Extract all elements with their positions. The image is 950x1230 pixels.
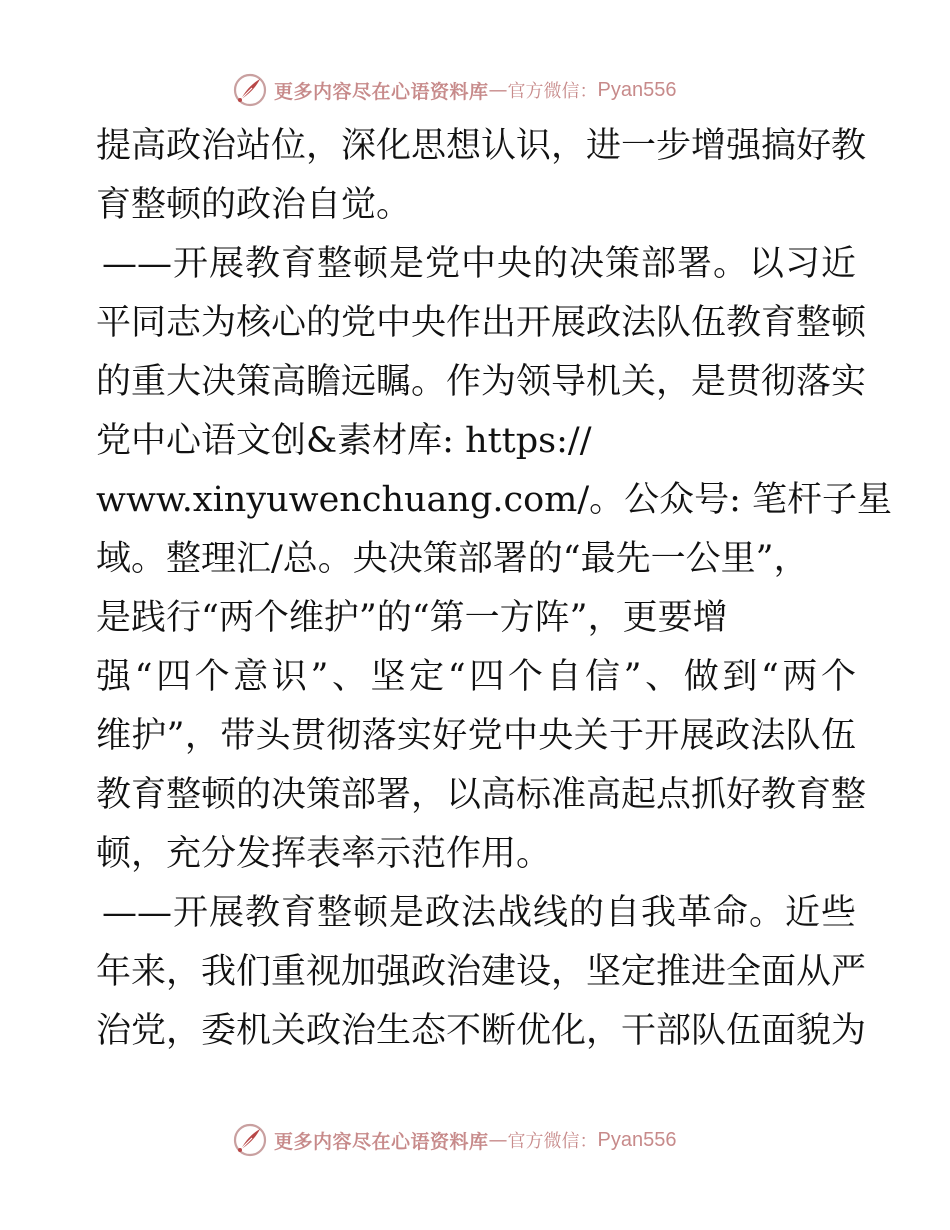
- text-line: 教育整顿的决策部署，以高标准高起点抓好教育整: [96, 775, 867, 815]
- watermark-site-text: 更多内容尽在心语资料库: [274, 1130, 489, 1153]
- watermark-footer: [232, 1120, 676, 1160]
- text-line: ——开展教育整顿是党中央的决策部署。以习近: [102, 244, 856, 284]
- watermark-wechat-id: Pyan556: [597, 78, 677, 101]
- text-line: 平同志为核心的党中央作出开展政法队伍教育整顿: [96, 303, 867, 343]
- text-line: 强“四个意识”、坚定“四个自信”、做到“两个: [96, 657, 856, 697]
- watermark-official-label: 官方微信：: [507, 1131, 598, 1152]
- watermark-official-label: 官方微信：: [507, 81, 598, 102]
- text-line: 年来，我们重视加强政治建设，坚定推进全面从严: [96, 952, 867, 992]
- watermark-dash: —: [488, 1129, 508, 1151]
- text-line: 育整顿的政治自觉。: [96, 185, 412, 225]
- paragraph-2: [96, 235, 893, 884]
- text-line: 提高政治站位，深化思想认识，进一步增强搞好教: [96, 126, 867, 166]
- watermark-header: [232, 70, 676, 110]
- text-line: 是践行“两个维护”的“第一方阵”，更要增: [96, 598, 728, 638]
- text-line: 党中心语文创&素材库: https://: [96, 421, 592, 461]
- quill-logo-icon: [232, 72, 268, 108]
- text-line: 的重大决策高瞻远瞩。作为领导机关，是贯彻落实: [96, 362, 867, 402]
- text-line: 治党，委机关政治生态不断优化，干部队伍面貌为: [96, 1011, 867, 1051]
- quill-logo-icon: [232, 1122, 268, 1158]
- text-line: 维护”，带头贯彻落实好党中央关于开展政法队伍: [96, 716, 856, 756]
- text-line: 域。整理汇/总。央决策部署的“最先一公里”，: [96, 539, 809, 579]
- watermark-site-text: 更多内容尽在心语资料库: [274, 80, 489, 103]
- watermark-dash: —: [488, 79, 508, 101]
- text-line: 顿，充分发挥表率示范作用。: [96, 834, 552, 874]
- text-line: ——开展教育整顿是政法战线的自我革命。近些: [102, 893, 856, 933]
- document-body: [96, 117, 893, 1061]
- paragraph-3: [96, 884, 867, 1061]
- paragraph-1: [96, 117, 867, 235]
- text-line: www.xinyuwenchuang.com/。公众号: 笔杆子星: [96, 480, 893, 520]
- watermark-wechat-id: Pyan556: [597, 1128, 677, 1151]
